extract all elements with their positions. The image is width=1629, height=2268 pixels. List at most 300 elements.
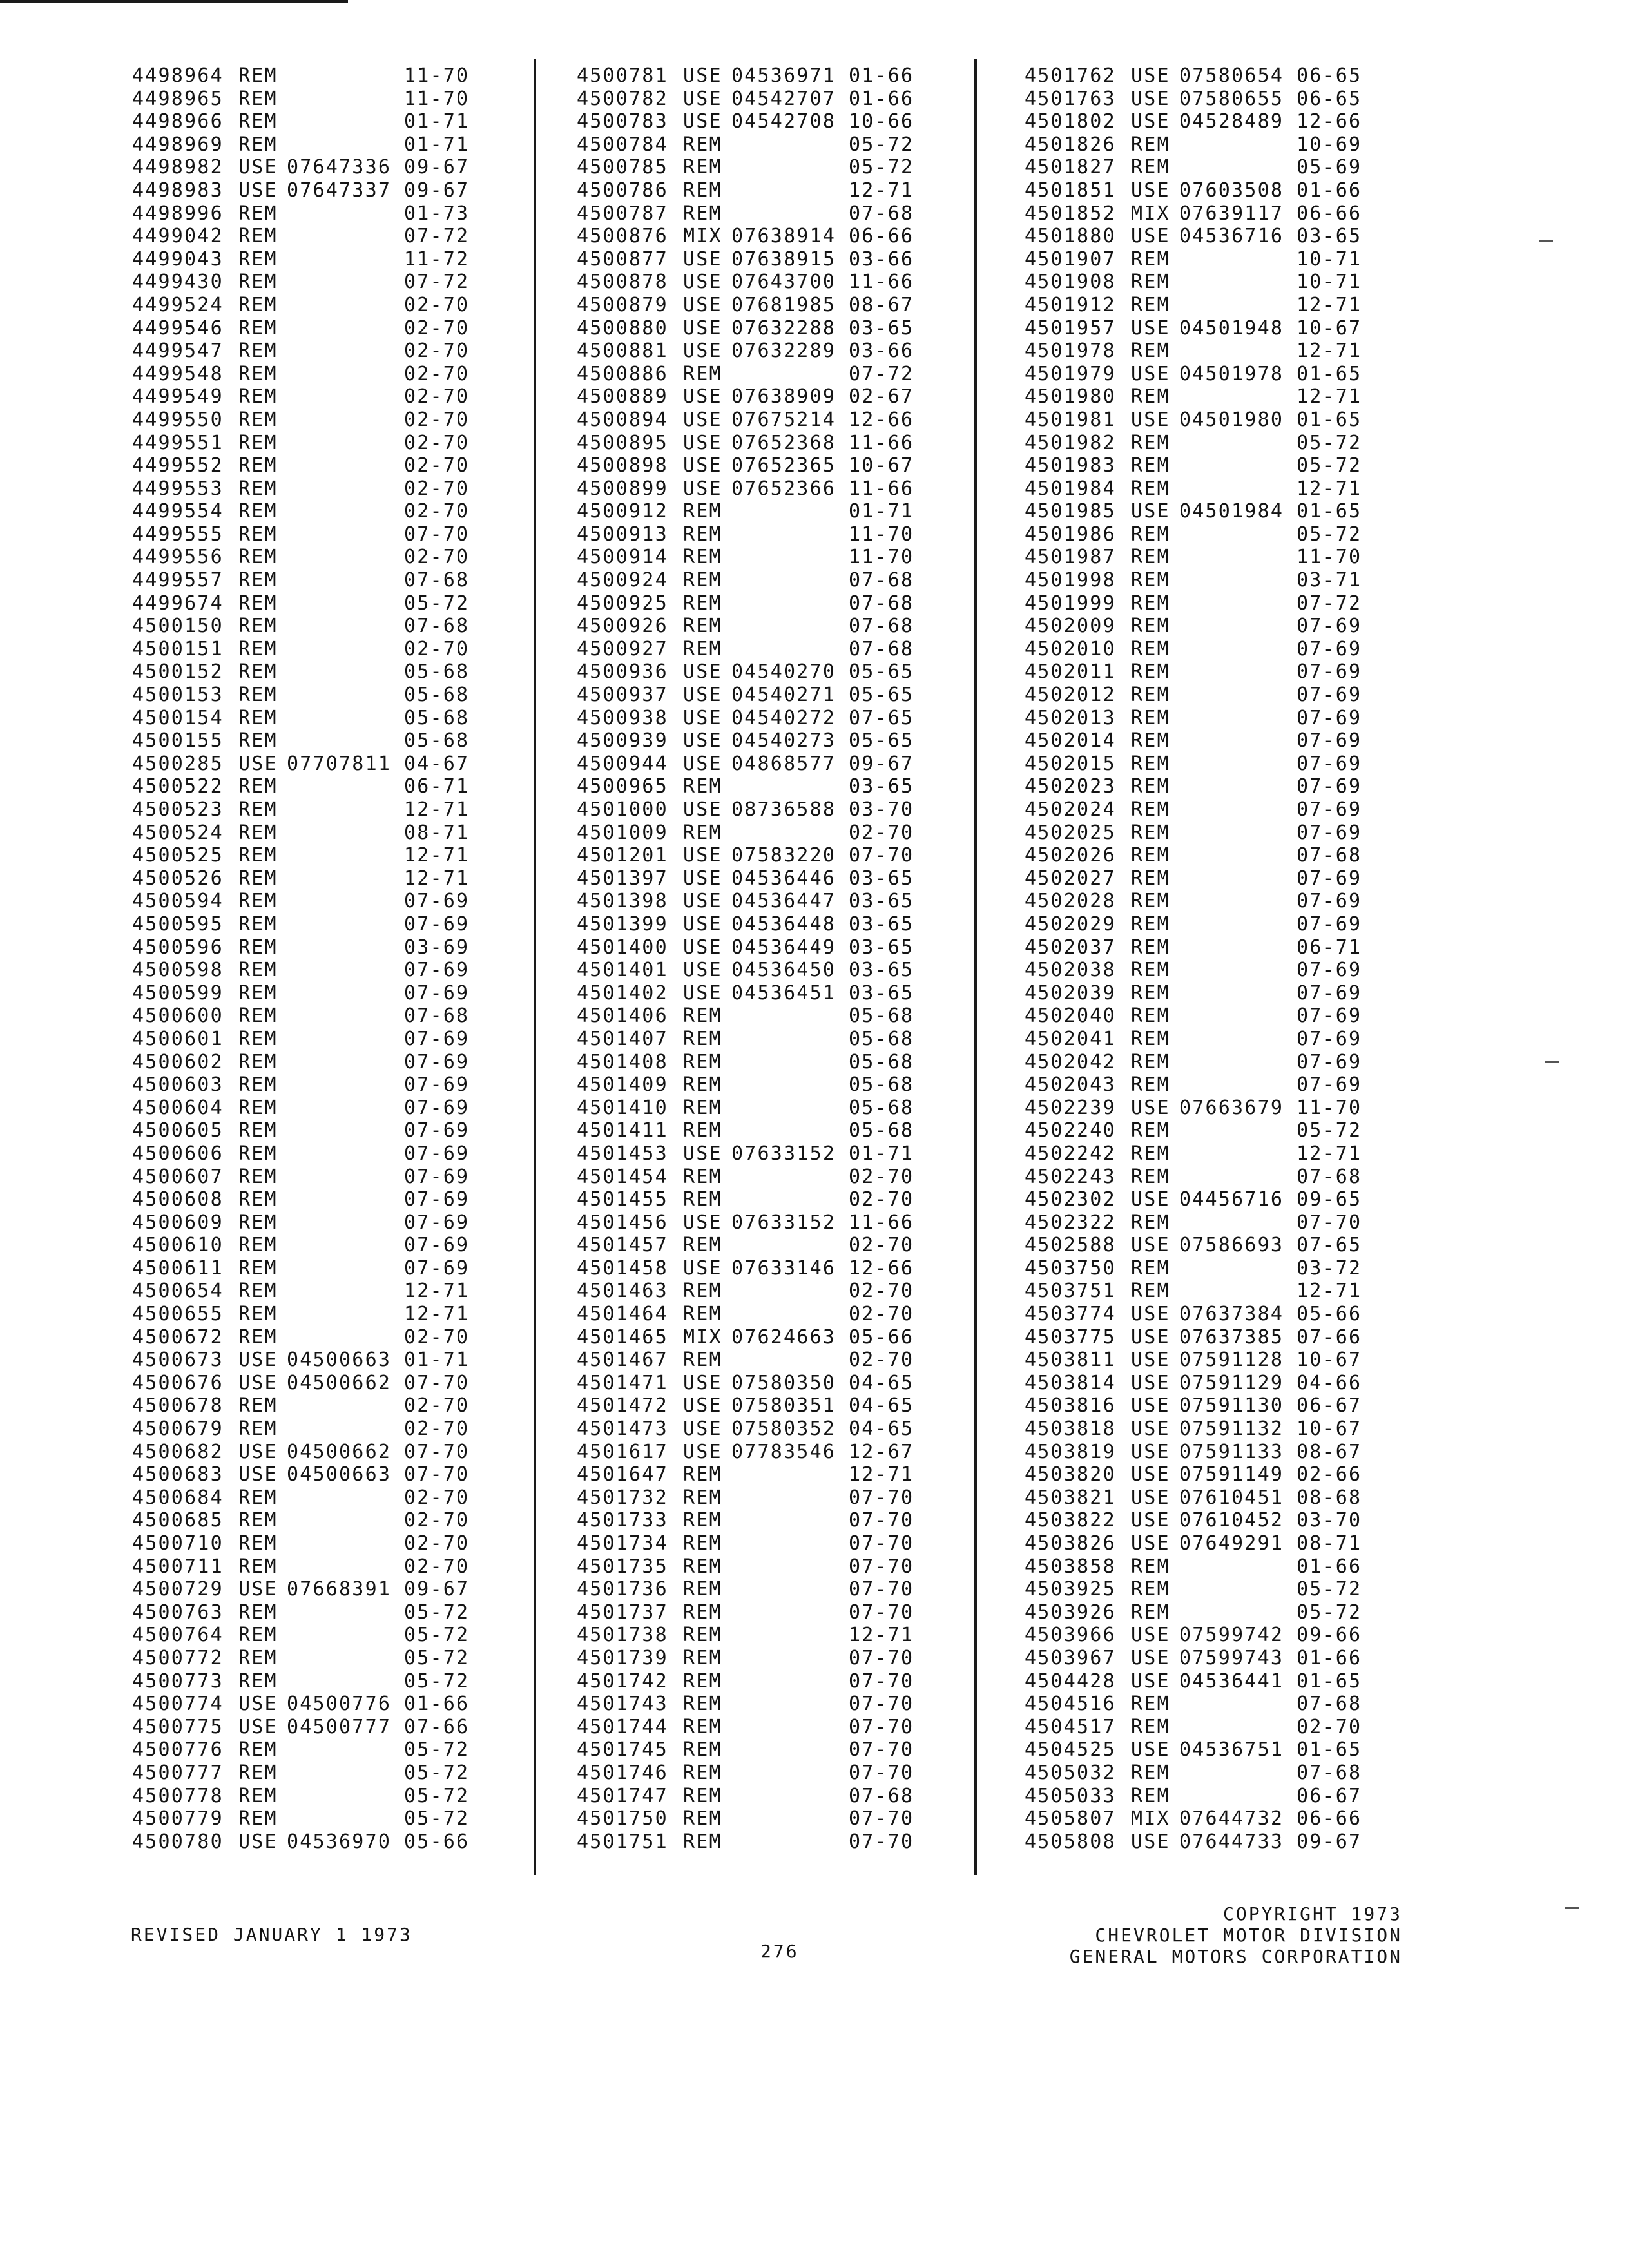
status-code: REM xyxy=(1131,684,1170,707)
table-row xyxy=(577,1762,926,1785)
replacement-number xyxy=(1179,569,1296,592)
table-row xyxy=(132,936,481,959)
status-code: REM xyxy=(1131,1211,1170,1234)
table-row xyxy=(132,1280,481,1303)
effective-date: 05-69 xyxy=(1296,156,1362,179)
status-code: REM xyxy=(238,362,278,385)
effective-date: 07-69 xyxy=(404,912,470,936)
status-code: REM xyxy=(683,615,722,638)
table-row xyxy=(1025,1211,1374,1235)
replacement-number: 04536448 xyxy=(731,912,836,936)
status-code: USE xyxy=(238,1440,278,1463)
replacement-number: 07647336 xyxy=(287,156,392,179)
replacement-number: 07644733 xyxy=(1179,1830,1284,1853)
table-row xyxy=(132,1188,481,1211)
replacement-number xyxy=(731,1716,849,1739)
replacement-number xyxy=(731,546,849,569)
table-row xyxy=(577,1418,926,1441)
table-row xyxy=(1025,1303,1374,1326)
replacement-number xyxy=(1179,1211,1296,1235)
replacement-number: 04536751 xyxy=(1179,1738,1284,1762)
table-row xyxy=(577,1051,926,1074)
part-number: 4499430 xyxy=(132,271,224,294)
status-code: REM xyxy=(1131,156,1170,179)
replacement-number xyxy=(287,1097,404,1120)
status-code: REM xyxy=(238,1096,278,1119)
effective-date: 04-66 xyxy=(1296,1371,1362,1394)
effective-date: 06-65 xyxy=(1296,64,1362,87)
status-code: USE xyxy=(1131,1738,1170,1762)
effective-date: 07-69 xyxy=(1296,821,1362,844)
effective-date: 07-70 xyxy=(404,1463,470,1486)
status-code: REM xyxy=(683,1624,722,1647)
effective-date: 12-66 xyxy=(1296,110,1362,133)
part-number: 4499546 xyxy=(132,316,224,340)
effective-date: 03-65 xyxy=(849,316,914,340)
status-code: USE xyxy=(683,247,722,271)
replacement-number: 07591129 xyxy=(1179,1371,1284,1394)
effective-date: 07-69 xyxy=(1296,775,1362,798)
part-number: 4501473 xyxy=(577,1418,668,1441)
replacement-number: 07647337 xyxy=(287,178,392,202)
effective-date: 02-70 xyxy=(849,1303,914,1326)
table-row xyxy=(577,775,926,798)
table-row xyxy=(132,1303,481,1326)
status-code: REM xyxy=(1131,706,1170,729)
effective-date: 05-66 xyxy=(404,1830,470,1853)
effective-date: 11-66 xyxy=(849,477,914,500)
table-row xyxy=(132,1211,481,1235)
replacement-number: 07599743 xyxy=(1179,1646,1284,1669)
part-number: 4498966 xyxy=(132,110,224,133)
effective-date: 07-70 xyxy=(404,523,470,546)
table-row xyxy=(577,1028,926,1051)
part-number: 4500601 xyxy=(132,1027,224,1050)
part-number: 4501201 xyxy=(577,844,668,867)
table-row xyxy=(577,1555,926,1579)
status-code: USE xyxy=(238,1463,278,1486)
part-number: 4501957 xyxy=(1025,316,1116,340)
table-row xyxy=(1025,982,1374,1005)
effective-date: 06-66 xyxy=(849,225,914,248)
status-code: REM xyxy=(238,706,278,729)
part-number: 4499557 xyxy=(132,569,224,592)
table-row xyxy=(577,1486,926,1510)
status-code: REM xyxy=(1131,1600,1170,1624)
status-code: REM xyxy=(1131,454,1170,477)
replacement-number xyxy=(731,500,849,523)
effective-date: 07-69 xyxy=(404,890,470,913)
replacement-number xyxy=(287,890,404,913)
effective-date: 05-68 xyxy=(849,1004,914,1028)
effective-date: 05-72 xyxy=(1296,523,1362,546)
table-row xyxy=(132,660,481,684)
status-code: REM xyxy=(238,1646,278,1669)
part-number: 4501410 xyxy=(577,1096,668,1119)
effective-date: 07-69 xyxy=(404,1050,470,1073)
replacement-number: 07632289 xyxy=(731,340,836,363)
status-code: REM xyxy=(683,1027,722,1050)
table-row xyxy=(1025,1738,1374,1762)
table-row xyxy=(1025,707,1374,730)
part-number: 4501458 xyxy=(577,1256,668,1280)
part-number: 4503820 xyxy=(1025,1463,1116,1486)
part-number: 4502037 xyxy=(1025,936,1116,959)
table-row xyxy=(577,1716,926,1739)
replacement-number: 04540270 xyxy=(731,660,836,684)
parts-column-3 xyxy=(1025,64,1374,1853)
effective-date: 06-71 xyxy=(1296,936,1362,959)
part-number: 4500773 xyxy=(132,1669,224,1693)
replacement-number: 07652366 xyxy=(731,477,836,500)
table-row xyxy=(132,1716,481,1739)
part-number: 4501409 xyxy=(577,1073,668,1097)
status-code: USE xyxy=(238,1830,278,1853)
table-row xyxy=(577,546,926,569)
status-code: REM xyxy=(238,684,278,707)
effective-date: 08-71 xyxy=(404,821,470,844)
table-row xyxy=(132,1097,481,1120)
status-code: USE xyxy=(683,959,722,982)
status-code: REM xyxy=(1131,1027,1170,1050)
part-number: 4500676 xyxy=(132,1371,224,1394)
table-row xyxy=(132,340,481,363)
replacement-number: 07583220 xyxy=(731,844,836,867)
part-number: 4501751 xyxy=(577,1830,668,1853)
replacement-number: 04536451 xyxy=(731,981,836,1004)
part-number: 4501826 xyxy=(1025,133,1116,156)
status-code: REM xyxy=(238,775,278,798)
status-code: REM xyxy=(1131,1073,1170,1097)
part-number: 4500898 xyxy=(577,454,668,477)
part-number: 4502039 xyxy=(1025,981,1116,1004)
table-row xyxy=(132,202,481,226)
table-row xyxy=(132,294,481,317)
copyright-line: GENERAL MOTORS CORPORATION xyxy=(1069,1946,1402,1967)
part-number: 4500526 xyxy=(132,867,224,890)
effective-date: 11-70 xyxy=(1296,546,1362,569)
status-code: REM xyxy=(1131,936,1170,959)
status-code: REM xyxy=(238,202,278,225)
status-code: USE xyxy=(1131,1325,1170,1349)
status-code: USE xyxy=(683,408,722,431)
part-number: 4499555 xyxy=(132,523,224,546)
effective-date: 07-70 xyxy=(849,1578,914,1601)
effective-date: 12-71 xyxy=(1296,1142,1362,1165)
part-number: 4503821 xyxy=(1025,1486,1116,1509)
status-code: USE xyxy=(683,1142,722,1165)
effective-date: 12-71 xyxy=(404,1303,470,1326)
status-code: REM xyxy=(238,247,278,271)
replacement-number xyxy=(731,1073,849,1097)
replacement-number xyxy=(1179,729,1296,753)
table-row xyxy=(1025,1234,1374,1257)
status-code: REM xyxy=(238,1004,278,1028)
effective-date: 11-70 xyxy=(849,546,914,569)
part-number: 4502014 xyxy=(1025,729,1116,753)
effective-date: 05-66 xyxy=(849,1325,914,1349)
effective-date: 06-66 xyxy=(1296,202,1362,225)
part-number: 4501397 xyxy=(577,867,668,890)
part-number: 4504428 xyxy=(1025,1669,1116,1693)
effective-date: 05-68 xyxy=(404,684,470,707)
status-code: REM xyxy=(683,1646,722,1669)
status-code: REM xyxy=(1131,867,1170,890)
table-row xyxy=(1025,1051,1374,1074)
part-number: 4502042 xyxy=(1025,1050,1116,1073)
part-number: 4501647 xyxy=(577,1463,668,1486)
part-number: 4503966 xyxy=(1025,1624,1116,1647)
part-number: 4499547 xyxy=(132,340,224,363)
part-number: 4500782 xyxy=(577,87,668,110)
effective-date: 07-68 xyxy=(849,637,914,660)
replacement-number: 04540273 xyxy=(731,729,836,753)
table-row xyxy=(1025,110,1374,133)
table-row xyxy=(1025,1807,1374,1831)
table-row xyxy=(577,707,926,730)
effective-date: 05-68 xyxy=(849,1119,914,1142)
table-row xyxy=(1025,1831,1374,1854)
table-row xyxy=(1025,638,1374,661)
effective-date: 02-70 xyxy=(404,546,470,569)
effective-date: 07-69 xyxy=(404,1027,470,1050)
replacement-number: 07668391 xyxy=(287,1578,392,1601)
effective-date: 07-69 xyxy=(1296,1027,1362,1050)
replacement-number xyxy=(287,959,404,982)
part-number: 4502029 xyxy=(1025,912,1116,936)
replacement-number xyxy=(1179,1142,1296,1166)
table-row xyxy=(132,133,481,157)
effective-date: 12-71 xyxy=(849,1624,914,1647)
status-code: USE xyxy=(683,454,722,477)
part-number: 4501979 xyxy=(1025,362,1116,385)
table-row xyxy=(1025,1028,1374,1051)
effective-date: 07-70 xyxy=(849,1532,914,1555)
table-row xyxy=(1025,1418,1374,1441)
effective-date: 06-66 xyxy=(1296,1807,1362,1831)
effective-date: 12-71 xyxy=(1296,293,1362,316)
replacement-number xyxy=(731,1166,849,1189)
table-row xyxy=(132,1349,481,1372)
replacement-number xyxy=(731,1785,849,1808)
effective-date: 01-66 xyxy=(849,64,914,87)
effective-date: 05-65 xyxy=(849,660,914,684)
part-number: 4500602 xyxy=(132,1050,224,1073)
table-row xyxy=(577,110,926,133)
effective-date: 03-65 xyxy=(849,890,914,913)
status-code: REM xyxy=(1131,1578,1170,1601)
status-code: REM xyxy=(238,615,278,638)
part-number: 4500603 xyxy=(132,1073,224,1097)
status-code: REM xyxy=(1131,1119,1170,1142)
status-code: USE xyxy=(1131,1509,1170,1532)
replacement-number: 07638915 xyxy=(731,247,836,271)
effective-date: 07-68 xyxy=(849,569,914,592)
part-number: 4500776 xyxy=(132,1738,224,1762)
status-code: REM xyxy=(683,1830,722,1853)
status-code: USE xyxy=(1131,1624,1170,1647)
replacement-number: 04500662 xyxy=(287,1371,392,1394)
replacement-number xyxy=(287,1051,404,1074)
part-number: 4500599 xyxy=(132,981,224,1004)
status-code: REM xyxy=(238,867,278,890)
replacement-number xyxy=(287,500,404,523)
replacement-number xyxy=(1179,867,1296,890)
effective-date: 12-66 xyxy=(849,408,914,431)
status-code: REM xyxy=(1131,981,1170,1004)
status-code: REM xyxy=(1131,1693,1170,1716)
part-number: 4500606 xyxy=(132,1142,224,1165)
part-number: 4500877 xyxy=(577,247,668,271)
replacement-number xyxy=(287,1211,404,1235)
replacement-number xyxy=(287,1073,404,1097)
part-number: 4501411 xyxy=(577,1119,668,1142)
effective-date: 07-69 xyxy=(1296,912,1362,936)
table-row xyxy=(577,1326,926,1349)
replacement-number xyxy=(1179,1004,1296,1028)
table-row xyxy=(1025,1394,1374,1418)
replacement-number xyxy=(1179,753,1296,776)
table-row xyxy=(577,500,926,523)
replacement-number: 04536971 xyxy=(731,64,836,87)
part-number: 4500786 xyxy=(577,178,668,202)
effective-date: 07-69 xyxy=(1296,660,1362,684)
effective-date: 05-72 xyxy=(404,1761,470,1784)
table-row xyxy=(577,1624,926,1647)
replacement-number xyxy=(287,1166,404,1189)
table-row xyxy=(1025,867,1374,890)
effective-date: 05-72 xyxy=(849,133,914,156)
status-code: REM xyxy=(238,1555,278,1578)
replacement-number xyxy=(731,1509,849,1532)
copyright-line: COPYRIGHT 1973 xyxy=(1222,1903,1402,1925)
replacement-number xyxy=(287,110,404,133)
replacement-number xyxy=(731,1463,849,1486)
replacement-number xyxy=(1179,156,1296,179)
status-code: USE xyxy=(683,385,722,408)
part-number: 4500655 xyxy=(132,1303,224,1326)
table-row xyxy=(577,156,926,179)
table-row xyxy=(577,1211,926,1235)
table-row xyxy=(132,1119,481,1142)
part-number: 4500525 xyxy=(132,844,224,867)
status-code: REM xyxy=(683,362,722,385)
table-row xyxy=(1025,1509,1374,1532)
table-row xyxy=(577,867,926,890)
effective-date: 05-66 xyxy=(1296,1303,1362,1326)
replacement-number xyxy=(287,1004,404,1028)
part-number: 4503775 xyxy=(1025,1325,1116,1349)
part-number: 4501746 xyxy=(577,1761,668,1784)
replacement-number: 07580654 xyxy=(1179,64,1284,87)
effective-date: 08-67 xyxy=(849,293,914,316)
part-number: 4502012 xyxy=(1025,684,1116,707)
effective-date: 09-67 xyxy=(404,178,470,202)
table-row xyxy=(132,1601,481,1624)
part-number: 4498964 xyxy=(132,64,224,87)
part-number: 4501467 xyxy=(577,1349,668,1372)
part-number: 4501737 xyxy=(577,1600,668,1624)
effective-date: 05-65 xyxy=(849,729,914,753)
replacement-number xyxy=(287,1418,404,1441)
part-number: 4500876 xyxy=(577,225,668,248)
table-row xyxy=(577,1807,926,1831)
status-code: USE xyxy=(238,178,278,202)
part-number: 4503967 xyxy=(1025,1646,1116,1669)
table-row xyxy=(1025,1142,1374,1166)
table-row xyxy=(132,1418,481,1441)
replacement-number xyxy=(1179,1785,1296,1808)
table-row xyxy=(577,615,926,638)
table-row xyxy=(132,867,481,890)
part-number: 4501407 xyxy=(577,1027,668,1050)
effective-date: 01-71 xyxy=(849,1142,914,1165)
replacement-number xyxy=(287,202,404,226)
table-row xyxy=(577,64,926,88)
status-code: USE xyxy=(683,64,722,87)
part-number: 4501735 xyxy=(577,1555,668,1578)
table-row xyxy=(1025,1166,1374,1189)
effective-date: 07-69 xyxy=(1296,798,1362,821)
replacement-number: 07663679 xyxy=(1179,1096,1284,1119)
column-divider-1 xyxy=(534,59,536,1875)
part-number: 4500775 xyxy=(132,1715,224,1738)
status-code: REM xyxy=(238,340,278,363)
effective-date: 02-70 xyxy=(1296,1715,1362,1738)
replacement-number xyxy=(731,1119,849,1142)
replacement-number: 07580351 xyxy=(731,1394,836,1418)
part-number: 4500781 xyxy=(577,64,668,87)
table-row xyxy=(132,477,481,501)
status-code: REM xyxy=(683,821,722,844)
status-code: REM xyxy=(683,178,722,202)
effective-date: 07-69 xyxy=(404,1096,470,1119)
table-row xyxy=(577,271,926,294)
replacement-number xyxy=(287,1509,404,1532)
status-code: REM xyxy=(238,821,278,844)
part-number: 4501457 xyxy=(577,1234,668,1257)
effective-date: 10-67 xyxy=(849,454,914,477)
status-code: USE xyxy=(238,156,278,179)
effective-date: 02-70 xyxy=(404,1394,470,1418)
status-code: REM xyxy=(1131,959,1170,982)
replacement-number xyxy=(1179,133,1296,157)
table-row xyxy=(1025,1257,1374,1280)
part-number: 4500926 xyxy=(577,615,668,638)
status-code: USE xyxy=(1131,408,1170,431)
effective-date: 07-66 xyxy=(404,1715,470,1738)
status-code: REM xyxy=(1131,546,1170,569)
replacement-number xyxy=(1179,432,1296,455)
part-number: 4500153 xyxy=(132,684,224,707)
part-number: 4500679 xyxy=(132,1418,224,1441)
table-row xyxy=(577,1578,926,1601)
table-row xyxy=(577,1257,926,1280)
revised-date: REVISED JANUARY 1 1973 xyxy=(131,1924,412,1945)
status-code: USE xyxy=(1131,1371,1170,1394)
table-row xyxy=(577,638,926,661)
status-code: USE xyxy=(683,660,722,684)
effective-date: 10-71 xyxy=(1296,247,1362,271)
effective-date: 12-71 xyxy=(404,867,470,890)
part-number: 4502242 xyxy=(1025,1142,1116,1165)
effective-date: 11-70 xyxy=(404,87,470,110)
replacement-number xyxy=(1179,660,1296,684)
effective-date: 07-70 xyxy=(849,1693,914,1716)
table-row xyxy=(1025,202,1374,226)
status-code: REM xyxy=(683,569,722,592)
table-row xyxy=(1025,1441,1374,1464)
